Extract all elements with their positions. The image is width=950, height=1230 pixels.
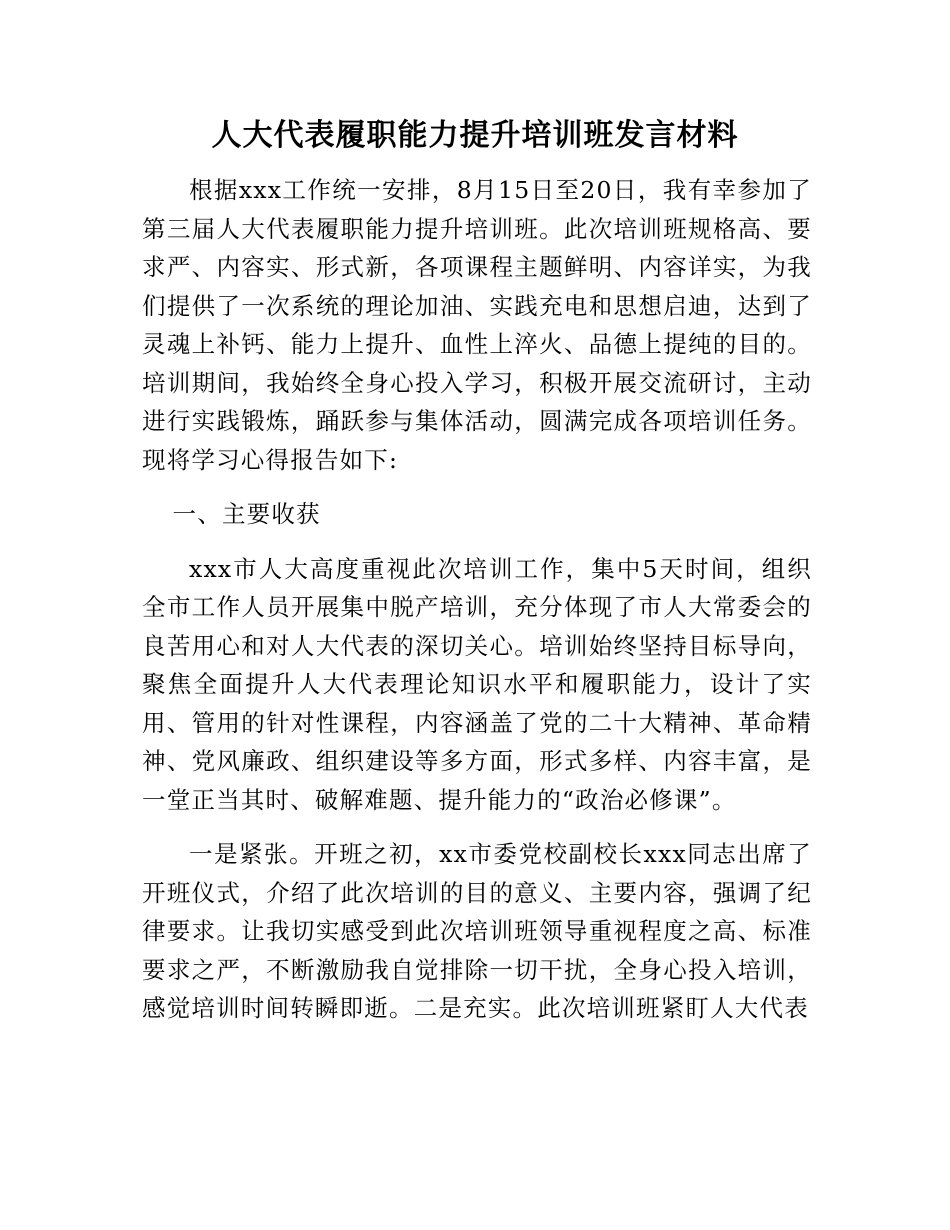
document-body: [142, 171, 812, 1028]
paragraph-intro: 根据xxx工作统一安排，8月15日至20日，我有幸参加了第三届人大代表履职能力提升培训班。此次培训班规格高、要求严、内容实、形式新，各项课程主题鲜明、内容详实，为我们提供了一次系统的理论加油、实践充电和思想启迪，达到了灵魂上补钙、能力上提升、血性上淬火、品德上提纯的目的。培训期间，我始终全身心投入学习，积极开展交流研讨，主动进行实践锻炼，踊跃参与集体活动，圆满完成各项培训任务。现将学习心得报告如下:: [142, 176, 812, 474]
paragraph-overview: xxx市人大高度重视此次培训工作，集中5天时间，组织全市工作人员开展集中脱产培训，充分体现了市人大常委会的良苦用心和对人大代表的深切关心。培训始终坚持目标导向，聚焦全面提升人大代表理论知识水平和履职能力，设计了实用、管用的针对性课程，内容涵盖了党的二十大精神、革命精神、党风廉政、组织建设等多方面，形式多样、内容丰富，是一堂正当其时、破解难题、提升能力的“政治必修课”。: [142, 554, 812, 814]
paragraph-details: 一是紧张。开班之初，xx市委党校副校长xxx同志出席了开班仪式，介绍了此次培训的目的意义、主要内容，强调了纪律要求。让我切实感受到此次培训班领导重视程度之高、标准要求之严，不断激励我自觉排除一切干扰，全身心投入培训，感觉培训时间转瞬即逝。二是充实。此次培训班紧盯人大代表: [142, 840, 812, 1022]
section-heading: 一、主要收获: [172, 500, 321, 528]
document-title: 人大代表履职能力提升培训班发言材料: [211, 118, 739, 153]
